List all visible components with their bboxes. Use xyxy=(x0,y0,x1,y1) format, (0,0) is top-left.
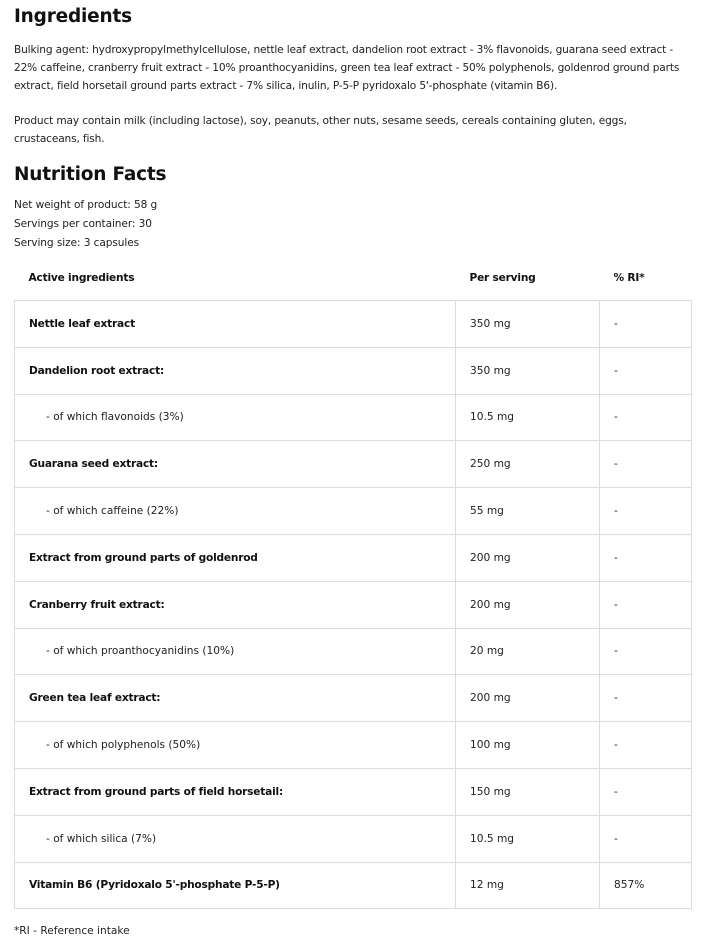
per-serving-cell: 250 mg xyxy=(456,441,600,488)
ingredient-name-cell: - of which polyphenols (50%) xyxy=(15,722,456,769)
per-serving-cell: 12 mg xyxy=(456,862,600,909)
ingredient-name-cell: Green tea leaf extract: xyxy=(15,675,456,722)
ri-cell: - xyxy=(600,394,692,441)
ri-cell: - xyxy=(600,534,692,581)
ingredient-name-cell: Nettle leaf extract xyxy=(15,301,456,348)
ingredient-name-cell: Extract from ground parts of field horsetail: xyxy=(15,768,456,815)
table-row xyxy=(15,534,692,581)
table-row xyxy=(15,347,692,394)
table-row xyxy=(15,675,692,722)
ri-footnote: *RI - Reference intake xyxy=(14,925,130,937)
nutrition-table-body xyxy=(15,301,692,909)
per-serving-cell: 10.5 mg xyxy=(456,394,600,441)
table-row xyxy=(15,628,692,675)
table-row xyxy=(15,862,692,909)
per-serving-cell: 350 mg xyxy=(456,301,600,348)
per-serving-cell: 200 mg xyxy=(456,675,600,722)
column-header-ingredient: Active ingredients xyxy=(15,255,456,301)
column-header-per-serving: Per serving xyxy=(456,255,600,301)
table-row xyxy=(15,722,692,769)
nutrition-facts-heading: Nutrition Facts xyxy=(14,164,167,185)
ingredients-heading: Ingredients xyxy=(14,6,132,27)
ri-cell: - xyxy=(600,768,692,815)
ingredient-name-cell: Vitamin B6 (Pyridoxalo 5'-phosphate P-5-P) xyxy=(15,862,456,909)
table-row xyxy=(15,301,692,348)
ingredients-text: Bulking agent: hydroxypropylmethylcellulose, nettle leaf extract, dandelion root extract - 3% flavonoids, guarana seed extract - 22% caffeine, cranberry fruit extract - 10% proanthocyanidins, green tea leaf extract - 50% polyphenols, goldenrod ground parts extract, field horsetail ground parts extract - 7% silica, inulin, P-5-P pyridoxalo 5'-phosphate (vitamin B6). xyxy=(14,44,680,93)
ri-cell: 857% xyxy=(600,862,692,909)
ri-cell: - xyxy=(600,347,692,394)
ingredient-name-cell: - of which flavonoids (3%) xyxy=(15,394,456,441)
ingredient-name-cell: - of which proanthocyanidins (10%) xyxy=(15,628,456,675)
per-serving-cell: 20 mg xyxy=(456,628,600,675)
per-serving-cell: 100 mg xyxy=(456,722,600,769)
servings-per-container: Servings per container: 30 xyxy=(14,218,152,230)
ingredient-name-cell: Cranberry fruit extract: xyxy=(15,581,456,628)
ingredient-name-cell: Dandelion root extract: xyxy=(15,347,456,394)
per-serving-cell: 350 mg xyxy=(456,347,600,394)
nutrition-table xyxy=(14,255,692,909)
allergens-text: Product may contain milk (including lactose), soy, peanuts, other nuts, sesame seeds, cereals containing gluten, eggs, crustaceans, fish. xyxy=(14,115,627,146)
per-serving-cell: 200 mg xyxy=(456,581,600,628)
per-serving-cell: 10.5 mg xyxy=(456,815,600,862)
per-serving-cell: 150 mg xyxy=(456,768,600,815)
table-header-row xyxy=(15,255,692,301)
ri-cell: - xyxy=(600,441,692,488)
per-serving-cell: 200 mg xyxy=(456,534,600,581)
table-row xyxy=(15,815,692,862)
table-row xyxy=(15,441,692,488)
ri-cell: - xyxy=(600,722,692,769)
per-serving-cell: 55 mg xyxy=(456,488,600,535)
ingredient-name-cell: Extract from ground parts of goldenrod xyxy=(15,534,456,581)
ri-cell: - xyxy=(600,628,692,675)
column-header-ri: % RI* xyxy=(600,255,692,301)
ri-cell: - xyxy=(600,675,692,722)
ri-cell: - xyxy=(600,581,692,628)
table-row xyxy=(15,581,692,628)
table-row xyxy=(15,488,692,535)
ri-cell: - xyxy=(600,301,692,348)
ingredient-name-cell: - of which caffeine (22%) xyxy=(15,488,456,535)
ingredient-name-cell: - of which silica (7%) xyxy=(15,815,456,862)
serving-size: Serving size: 3 capsules xyxy=(14,237,140,249)
ingredient-name-cell: Guarana seed extract: xyxy=(15,441,456,488)
table-row xyxy=(15,394,692,441)
net-weight: Net weight of product: 58 g xyxy=(14,199,158,211)
ri-cell: - xyxy=(600,815,692,862)
ri-cell: - xyxy=(600,488,692,535)
table-row xyxy=(15,768,692,815)
